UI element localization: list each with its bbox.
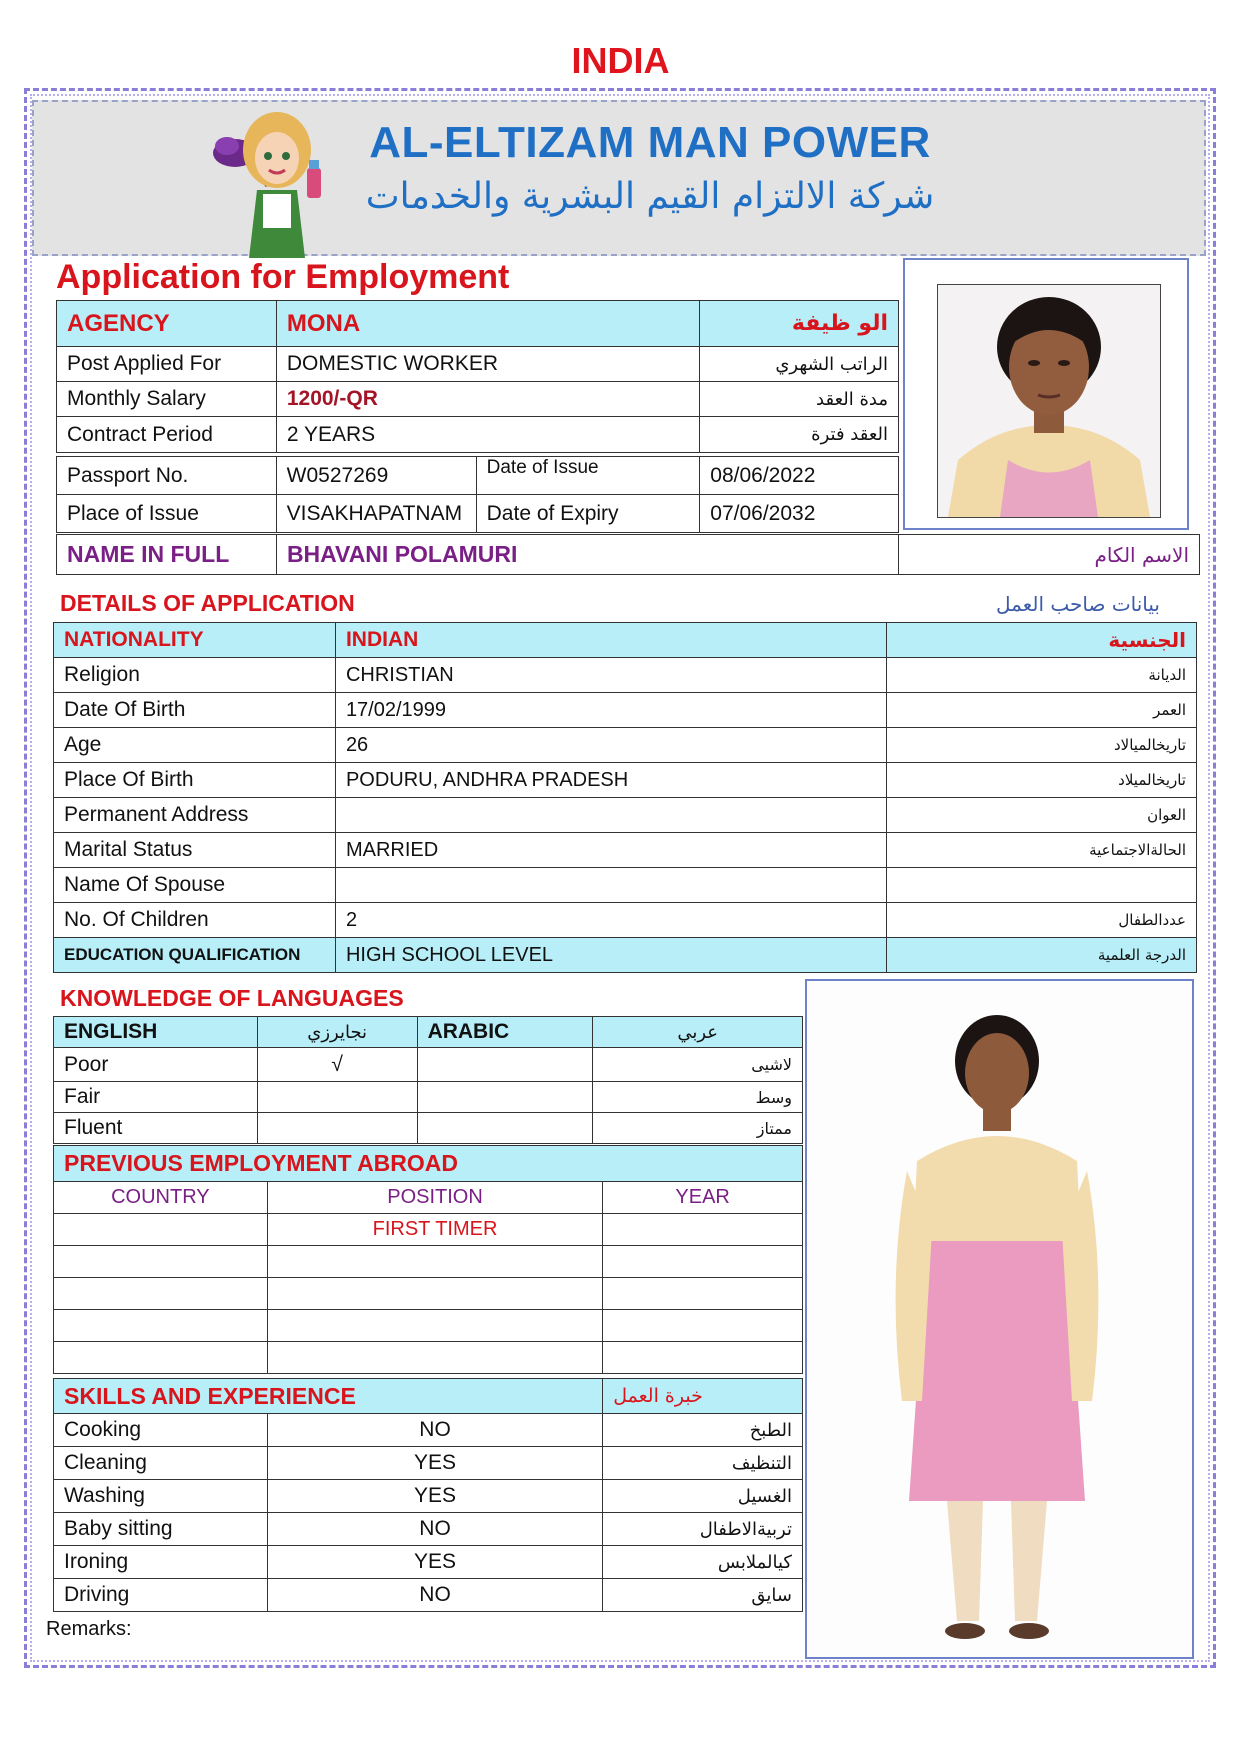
details-label: No. Of Children: [54, 903, 336, 938]
details-label: Permanent Address: [54, 798, 336, 833]
details-label: NATIONALITY: [54, 623, 336, 658]
language-row: [54, 1113, 803, 1144]
passport-value: W0527269: [276, 457, 476, 495]
language-level: Fluent: [54, 1113, 258, 1144]
language-english-mark: [257, 1082, 417, 1113]
company-name: AL-ELTIZAM MAN POWER: [369, 118, 931, 167]
place-label: Place of Issue: [57, 495, 277, 533]
skill-value: NO: [267, 1513, 602, 1546]
languages-table: [53, 1016, 803, 1144]
details-label: Age: [54, 728, 336, 763]
language-row: [54, 1082, 803, 1113]
skill-row: [54, 1546, 803, 1579]
maid-logo: [205, 108, 340, 258]
language-level-arabic: لاشيى: [593, 1048, 803, 1082]
details-label: Name Of Spouse: [54, 868, 336, 903]
details-row-nationality: [54, 623, 1197, 658]
arabic-label: ARABIC: [417, 1017, 593, 1048]
details-row: [54, 833, 1197, 868]
expiry-date-label: Date of Expiry: [476, 495, 700, 533]
issue-date-label: Date of Issue: [476, 457, 700, 495]
skill-value: NO: [267, 1579, 602, 1612]
language-level-arabic: ممتاز: [593, 1113, 803, 1144]
agency-table: [56, 300, 899, 453]
previous-cell: [267, 1246, 603, 1278]
skill-arabic: الطبخ: [603, 1414, 803, 1447]
previous-cell: [603, 1278, 803, 1310]
skill-label: Driving: [54, 1579, 268, 1612]
details-value: [335, 798, 886, 833]
details-row: [54, 658, 1197, 693]
skill-arabic: الغسيل: [603, 1480, 803, 1513]
details-value: 17/02/1999: [335, 693, 886, 728]
details-row-education: [54, 938, 1197, 973]
details-table: [53, 622, 1197, 973]
language-level: Fair: [54, 1082, 258, 1113]
previous-cell: [603, 1246, 803, 1278]
skill-value: YES: [267, 1546, 602, 1579]
details-arabic: الجنسية: [887, 623, 1197, 658]
skill-value: NO: [267, 1414, 602, 1447]
first-timer-note: FIRST TIMER: [267, 1214, 603, 1246]
previous-cell: [603, 1310, 803, 1342]
english-label: ENGLISH: [54, 1017, 258, 1048]
skill-row: [54, 1579, 803, 1612]
salary-label: Monthly Salary: [57, 382, 277, 417]
name-value: BHAVANI POLAMURI: [276, 535, 898, 575]
details-arabic: العوان: [887, 798, 1197, 833]
details-value: PODURU, ANDHRA PRADESH: [335, 763, 886, 798]
previous-cell: [54, 1342, 268, 1374]
details-value: CHRISTIAN: [335, 658, 886, 693]
language-arabic-mark: [417, 1113, 593, 1144]
contract-arabic: العقد فترة: [700, 417, 899, 453]
details-row: [54, 728, 1197, 763]
issue-date-value: 08/06/2022: [700, 457, 899, 495]
col-country: COUNTRY: [54, 1182, 268, 1214]
arabic-arabic: عربي: [593, 1017, 803, 1048]
salary-arabic: مدة العقد: [700, 382, 899, 417]
skill-label: Washing: [54, 1480, 268, 1513]
name-arabic: الاسم الكام: [899, 535, 1200, 575]
details-row: [54, 903, 1197, 938]
skill-arabic: سايق: [603, 1579, 803, 1612]
details-value: 26: [335, 728, 886, 763]
col-year: YEAR: [603, 1182, 803, 1214]
salary-value: 1200/-QR: [276, 382, 699, 417]
skill-label: Ironing: [54, 1546, 268, 1579]
passport-table: [56, 456, 899, 533]
details-heading-arabic: بيانات صاحب العمل: [996, 592, 1160, 616]
details-label: EDUCATION QUALIFICATION: [54, 938, 336, 973]
col-position: POSITION: [267, 1182, 603, 1214]
post-value: DOMESTIC WORKER: [276, 347, 699, 382]
company-name-arabic: شركة الالتزام القيم البشرية والخدمات: [365, 176, 935, 217]
form-title: Application for Employment: [56, 258, 510, 296]
details-arabic: الدرجة العلمية: [887, 938, 1197, 973]
details-value: INDIAN: [335, 623, 886, 658]
previous-cell: [54, 1310, 268, 1342]
details-arabic: الديانة: [887, 658, 1197, 693]
details-value: MARRIED: [335, 833, 886, 868]
languages-heading: KNOWLEDGE OF LANGUAGES: [60, 985, 404, 1011]
remarks-label: Remarks:: [46, 1618, 132, 1640]
name-table: [56, 534, 1200, 575]
country-title: INDIA: [571, 40, 670, 81]
skills-heading: SKILLS AND EXPERIENCE: [54, 1379, 603, 1414]
previous-cell: [603, 1342, 803, 1374]
skill-label: Baby sitting: [54, 1513, 268, 1546]
previous-heading: PREVIOUS EMPLOYMENT ABROAD: [54, 1146, 803, 1182]
details-row: [54, 693, 1197, 728]
details-value: 2: [335, 903, 886, 938]
skill-row: [54, 1447, 803, 1480]
details-value: HIGH SCHOOL LEVEL: [335, 938, 886, 973]
passport-label: Passport No.: [57, 457, 277, 495]
skill-arabic: التنظيف: [603, 1447, 803, 1480]
contract-label: Contract Period: [57, 417, 277, 453]
language-level-arabic: وسط: [593, 1082, 803, 1113]
agency-label: AGENCY: [57, 301, 277, 347]
skill-row: [54, 1414, 803, 1447]
skill-label: Cooking: [54, 1414, 268, 1447]
skills-heading-arabic: خبرة العمل: [603, 1379, 803, 1414]
details-arabic: تاريخالميالاد: [887, 728, 1197, 763]
language-english-mark: √: [257, 1048, 417, 1082]
english-arabic: نجايرزي: [257, 1017, 417, 1048]
name-label: NAME IN FULL: [57, 535, 277, 575]
previous-cell: [54, 1214, 268, 1246]
details-arabic: [887, 868, 1197, 903]
previous-cell: [54, 1246, 268, 1278]
post-label: Post Applied For: [57, 347, 277, 382]
details-row: [54, 868, 1197, 903]
details-arabic: الحالةالاجتماعية: [887, 833, 1197, 868]
full-body-photo: [805, 979, 1194, 1659]
skill-arabic: تربيةالاطفال: [603, 1513, 803, 1546]
agency-arabic: الو ظيفة: [700, 301, 899, 347]
details-row: [54, 798, 1197, 833]
details-arabic: عددالطفال: [887, 903, 1197, 938]
skill-row: [54, 1513, 803, 1546]
details-value: [335, 868, 886, 903]
contract-value: 2 YEARS: [276, 417, 699, 453]
language-arabic-mark: [417, 1082, 593, 1113]
expiry-date-value: 07/06/2032: [700, 495, 899, 533]
language-level: Poor: [54, 1048, 258, 1082]
previous-cell: [54, 1278, 268, 1310]
language-arabic-mark: [417, 1048, 593, 1082]
post-arabic: الراتب الشهري: [700, 347, 899, 382]
place-value: VISAKHAPATNAM: [276, 495, 476, 533]
details-label: Religion: [54, 658, 336, 693]
details-arabic: تاريخالميلاد: [887, 763, 1197, 798]
details-row: [54, 763, 1197, 798]
previous-cell: [267, 1342, 603, 1374]
skills-table: [53, 1378, 803, 1612]
agency-value: MONA: [276, 301, 699, 347]
previous-cell: [267, 1278, 603, 1310]
details-heading: DETAILS OF APPLICATION: [60, 590, 355, 616]
skill-row: [54, 1480, 803, 1513]
previous-employment-table: [53, 1145, 803, 1374]
details-label: Place Of Birth: [54, 763, 336, 798]
passport-photo: [903, 258, 1189, 530]
skill-value: YES: [267, 1480, 602, 1513]
skill-label: Cleaning: [54, 1447, 268, 1480]
language-row: [54, 1048, 803, 1082]
details-label: Date Of Birth: [54, 693, 336, 728]
previous-cell: [267, 1310, 603, 1342]
details-arabic: العمر: [887, 693, 1197, 728]
details-label: Marital Status: [54, 833, 336, 868]
skill-arabic: كيالملابس: [603, 1546, 803, 1579]
skill-value: YES: [267, 1447, 602, 1480]
previous-cell: [603, 1214, 803, 1246]
language-english-mark: [257, 1113, 417, 1144]
